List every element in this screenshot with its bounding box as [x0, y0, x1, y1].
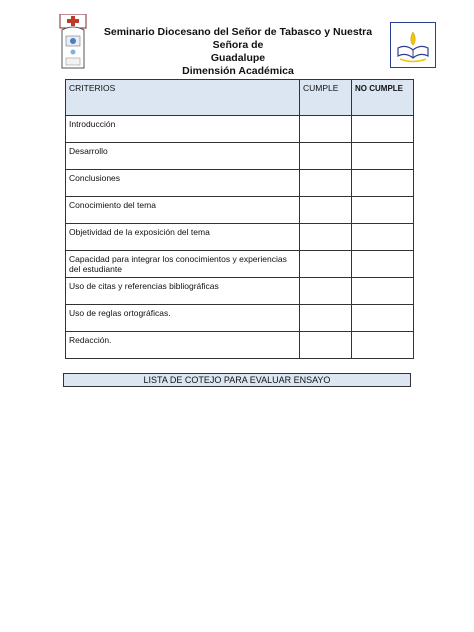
no-cumple-cell[interactable]: [352, 278, 414, 305]
cumple-cell[interactable]: [300, 305, 352, 332]
table-row: [66, 170, 414, 197]
criterion-label: Objetividad de la exposición del tema: [66, 224, 300, 251]
table-row: [66, 332, 414, 359]
table-row: [66, 224, 414, 251]
cumple-cell[interactable]: [300, 143, 352, 170]
cathedral-crest-icon: [56, 14, 90, 70]
criterion-label: Introducción: [66, 116, 300, 143]
table-row: [66, 116, 414, 143]
cumple-cell[interactable]: [300, 251, 352, 278]
cumple-column-header: CUMPLE: [300, 80, 352, 116]
no-cumple-cell[interactable]: [352, 224, 414, 251]
checklist-title-bar: LISTA DE COTEJO PARA EVALUAR ENSAYO: [63, 373, 411, 387]
cumple-cell[interactable]: [300, 332, 352, 359]
no-cumple-cell[interactable]: [352, 143, 414, 170]
criteria-column-header: CRITERIOS: [66, 80, 300, 116]
criterion-label: Uso de reglas ortográficas.: [66, 305, 300, 332]
criterion-label: Uso de citas y referencias bibliográficas: [66, 278, 300, 305]
header-line-3: Dimensión Académica: [182, 65, 294, 77]
table-row: [66, 143, 414, 170]
table-row: [66, 305, 414, 332]
no-cumple-column-header: NO CUMPLE: [352, 80, 414, 116]
header-title: [86, 26, 390, 78]
criterion-label: Conocimiento del tema: [66, 197, 300, 224]
criterion-label: Conclusiones: [66, 170, 300, 197]
no-cumple-cell[interactable]: [352, 197, 414, 224]
no-cumple-cell[interactable]: [352, 305, 414, 332]
table-header-row: [66, 80, 414, 116]
cumple-cell[interactable]: [300, 278, 352, 305]
no-cumple-cell[interactable]: [352, 116, 414, 143]
cumple-cell[interactable]: [300, 224, 352, 251]
table-row: [66, 278, 414, 305]
header-line-1: Seminario Diocesano del Señor de Tabasco y Nuestra Señora de: [103, 26, 373, 51]
table-row: [66, 197, 414, 224]
criterion-label: Redacción.: [66, 332, 300, 359]
document-header: [54, 14, 426, 77]
cumple-cell[interactable]: [300, 197, 352, 224]
evaluation-table: [65, 79, 414, 359]
cumple-cell[interactable]: [300, 170, 352, 197]
no-cumple-cell[interactable]: [352, 332, 414, 359]
criterion-label: Desarrollo: [66, 143, 300, 170]
header-line-2: Guadalupe: [210, 52, 266, 64]
open-book-lamp-icon: [390, 22, 436, 68]
no-cumple-cell[interactable]: [352, 251, 414, 278]
no-cumple-cell[interactable]: [352, 170, 414, 197]
criterion-label: Capacidad para integrar los conocimientos y experiencias del estudiante: [66, 251, 300, 278]
cumple-cell[interactable]: [300, 116, 352, 143]
table-row: [66, 251, 414, 278]
